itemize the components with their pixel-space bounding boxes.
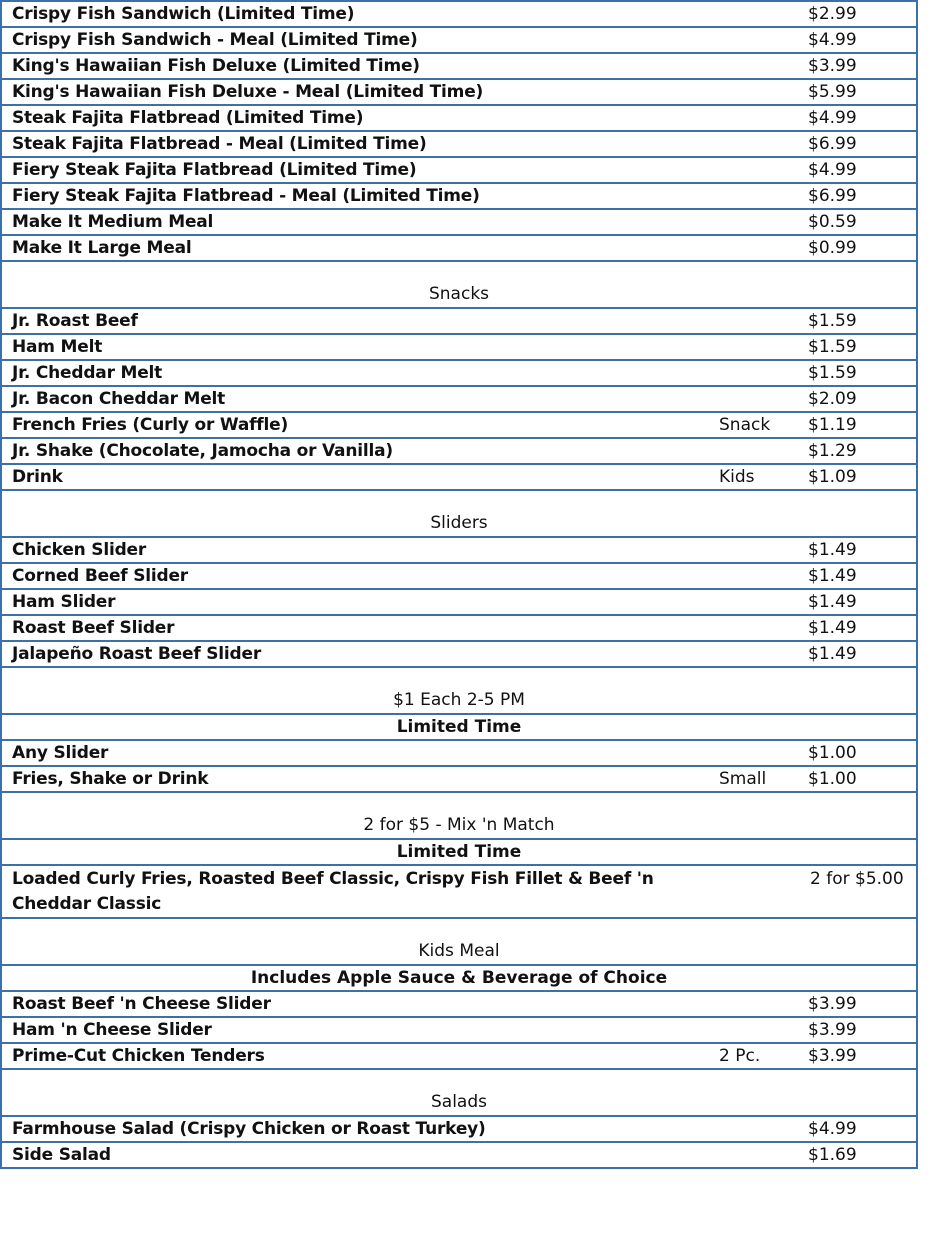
item-name: Any Slider bbox=[1, 740, 711, 766]
item-name: Fiery Steak Fajita Flatbread - Meal (Limited Time) bbox=[1, 183, 711, 209]
item-size bbox=[711, 589, 808, 615]
item-size bbox=[711, 1017, 808, 1043]
item-name: King's Hawaiian Fish Deluxe (Limited Time) bbox=[1, 53, 711, 79]
menu-item-row bbox=[1, 308, 917, 334]
item-price: $6.99 bbox=[808, 183, 917, 209]
menu-item-row bbox=[1, 1043, 917, 1069]
menu-item-row bbox=[1, 183, 917, 209]
item-name: Ham 'n Cheese Slider bbox=[1, 1017, 711, 1043]
menu-item-row bbox=[1, 1017, 917, 1043]
section-subtitle: Limited Time bbox=[1, 714, 917, 740]
section-title: 2 for $5 - Mix 'n Match bbox=[1, 792, 917, 839]
menu-item-row bbox=[1, 386, 917, 412]
item-name: Jr. Roast Beef bbox=[1, 308, 711, 334]
item-price: $1.69 bbox=[808, 1142, 917, 1168]
menu-item-row bbox=[1, 27, 917, 53]
item-price: $1.49 bbox=[808, 615, 917, 641]
item-size bbox=[711, 1116, 808, 1142]
item-price: $1.09 bbox=[808, 464, 917, 490]
item-size bbox=[711, 308, 808, 334]
item-name: Make It Medium Meal bbox=[1, 209, 711, 235]
section-subheader-kids-meal bbox=[1, 965, 917, 991]
item-name: Jalapeño Roast Beef Slider bbox=[1, 641, 711, 667]
section-header-salads bbox=[1, 1069, 917, 1116]
menu-item-row bbox=[1, 1142, 917, 1168]
section-header-one-dollar bbox=[1, 667, 917, 714]
item-size bbox=[711, 641, 808, 667]
menu-item-row bbox=[1, 360, 917, 386]
item-price: $3.99 bbox=[808, 991, 917, 1017]
menu-item-row bbox=[1, 209, 917, 235]
item-name: Prime-Cut Chicken Tenders bbox=[1, 1043, 711, 1069]
item-size bbox=[711, 991, 808, 1017]
item-price: $3.99 bbox=[808, 1017, 917, 1043]
item-price: $4.99 bbox=[808, 1116, 917, 1142]
item-size bbox=[711, 1142, 808, 1168]
item-price: $1.19 bbox=[808, 412, 917, 438]
item-size bbox=[711, 386, 808, 412]
section-header-kids-meal bbox=[1, 918, 917, 965]
item-size bbox=[711, 79, 808, 105]
item-price: $3.99 bbox=[808, 1043, 917, 1069]
menu-item-row bbox=[1, 105, 917, 131]
menu-item-row bbox=[1, 589, 917, 615]
item-price: $1.49 bbox=[808, 641, 917, 667]
item-name: French Fries (Curly or Waffle) bbox=[1, 412, 711, 438]
menu-item-row bbox=[1, 641, 917, 667]
menu-item-row bbox=[1, 157, 917, 183]
item-size bbox=[711, 235, 808, 261]
item-price: $3.99 bbox=[808, 53, 917, 79]
item-price: $1.00 bbox=[808, 740, 917, 766]
item-price: $4.99 bbox=[808, 105, 917, 131]
section-header-snacks bbox=[1, 261, 917, 308]
item-price: $1.49 bbox=[808, 537, 917, 563]
menu-item-row bbox=[1, 412, 917, 438]
item-name: Make It Large Meal bbox=[1, 235, 711, 261]
item-price: $6.99 bbox=[808, 131, 917, 157]
item-name: Jr. Cheddar Melt bbox=[1, 360, 711, 386]
item-size bbox=[711, 131, 808, 157]
section-subtitle: Includes Apple Sauce & Beverage of Choice bbox=[1, 965, 917, 991]
section-header-two-for-five bbox=[1, 792, 917, 839]
item-price: $2.99 bbox=[808, 1, 917, 27]
menu-item-row bbox=[1, 563, 917, 589]
item-size bbox=[711, 334, 808, 360]
item-size: 2 Pc. bbox=[711, 1043, 808, 1069]
item-size bbox=[711, 27, 808, 53]
item-size bbox=[711, 105, 808, 131]
item-price: $1.59 bbox=[808, 334, 917, 360]
menu-item-row bbox=[1, 53, 917, 79]
item-size bbox=[711, 438, 808, 464]
section-subheader-one-dollar bbox=[1, 714, 917, 740]
menu-item-row bbox=[1, 865, 917, 918]
section-title: Snacks bbox=[1, 261, 917, 308]
section-subtitle: Limited Time bbox=[1, 839, 917, 865]
item-price: $2.09 bbox=[808, 386, 917, 412]
item-name: Fiery Steak Fajita Flatbread (Limited Time) bbox=[1, 157, 711, 183]
menu-item-row bbox=[1, 991, 917, 1017]
menu-item-row bbox=[1, 464, 917, 490]
item-price: $1.29 bbox=[808, 438, 917, 464]
item-price: $1.59 bbox=[808, 308, 917, 334]
item-size bbox=[711, 740, 808, 766]
item-name: Jr. Bacon Cheddar Melt bbox=[1, 386, 711, 412]
menu-item-row bbox=[1, 740, 917, 766]
item-name: Chicken Slider bbox=[1, 537, 711, 563]
item-name: Steak Fajita Flatbread - Meal (Limited Time) bbox=[1, 131, 711, 157]
item-name: Drink bbox=[1, 464, 711, 490]
item-price: $5.99 bbox=[808, 79, 917, 105]
section-title: Sliders bbox=[1, 490, 917, 537]
item-name: Farmhouse Salad (Crispy Chicken or Roast Turkey) bbox=[1, 1116, 711, 1142]
item-name: Side Salad bbox=[1, 1142, 711, 1168]
menu-item-row bbox=[1, 438, 917, 464]
item-name: Ham Slider bbox=[1, 589, 711, 615]
item-name: Roast Beef Slider bbox=[1, 615, 711, 641]
item-size bbox=[711, 183, 808, 209]
item-price: $4.99 bbox=[808, 157, 917, 183]
item-size: Snack bbox=[711, 412, 808, 438]
item-price: $0.59 bbox=[808, 209, 917, 235]
item-price: $1.00 bbox=[808, 766, 917, 792]
menu-item-row bbox=[1, 615, 917, 641]
menu-table-body bbox=[1, 1, 917, 1168]
item-price: $1.49 bbox=[808, 589, 917, 615]
item-name: Fries, Shake or Drink bbox=[1, 766, 711, 792]
item-name: Roast Beef 'n Cheese Slider bbox=[1, 991, 711, 1017]
item-size bbox=[711, 157, 808, 183]
item-size bbox=[711, 563, 808, 589]
item-price: $1.59 bbox=[808, 360, 917, 386]
item-size bbox=[711, 1, 808, 27]
item-name: Steak Fajita Flatbread (Limited Time) bbox=[1, 105, 711, 131]
item-price: $0.99 bbox=[808, 235, 917, 261]
menu-item-row bbox=[1, 235, 917, 261]
item-size bbox=[711, 360, 808, 386]
item-size bbox=[711, 209, 808, 235]
item-name: Jr. Shake (Chocolate, Jamocha or Vanilla) bbox=[1, 438, 711, 464]
section-title: Salads bbox=[1, 1069, 917, 1116]
item-size bbox=[711, 537, 808, 563]
item-size bbox=[711, 53, 808, 79]
menu-item-row bbox=[1, 79, 917, 105]
menu-item-row bbox=[1, 131, 917, 157]
item-name: Ham Melt bbox=[1, 334, 711, 360]
item-size bbox=[711, 865, 808, 918]
item-size bbox=[711, 615, 808, 641]
item-size: Small bbox=[711, 766, 808, 792]
item-price: 2 for $5.00 bbox=[808, 865, 917, 918]
section-title: $1 Each 2-5 PM bbox=[1, 667, 917, 714]
item-name: Crispy Fish Sandwich (Limited Time) bbox=[1, 1, 711, 27]
item-name: King's Hawaiian Fish Deluxe - Meal (Limited Time) bbox=[1, 79, 711, 105]
item-price: $1.49 bbox=[808, 563, 917, 589]
section-subheader-two-for-five bbox=[1, 839, 917, 865]
menu-item-row bbox=[1, 1, 917, 27]
menu-item-row bbox=[1, 766, 917, 792]
item-name: Crispy Fish Sandwich - Meal (Limited Time) bbox=[1, 27, 711, 53]
item-size: Kids bbox=[711, 464, 808, 490]
item-name: Corned Beef Slider bbox=[1, 563, 711, 589]
item-price: $4.99 bbox=[808, 27, 917, 53]
item-name: Loaded Curly Fries, Roasted Beef Classic, Crispy Fish Fillet & Beef 'n Cheddar Classic bbox=[1, 865, 711, 918]
section-header-sliders bbox=[1, 490, 917, 537]
menu-item-row bbox=[1, 334, 917, 360]
menu-item-row bbox=[1, 537, 917, 563]
section-title: Kids Meal bbox=[1, 918, 917, 965]
menu-item-row bbox=[1, 1116, 917, 1142]
